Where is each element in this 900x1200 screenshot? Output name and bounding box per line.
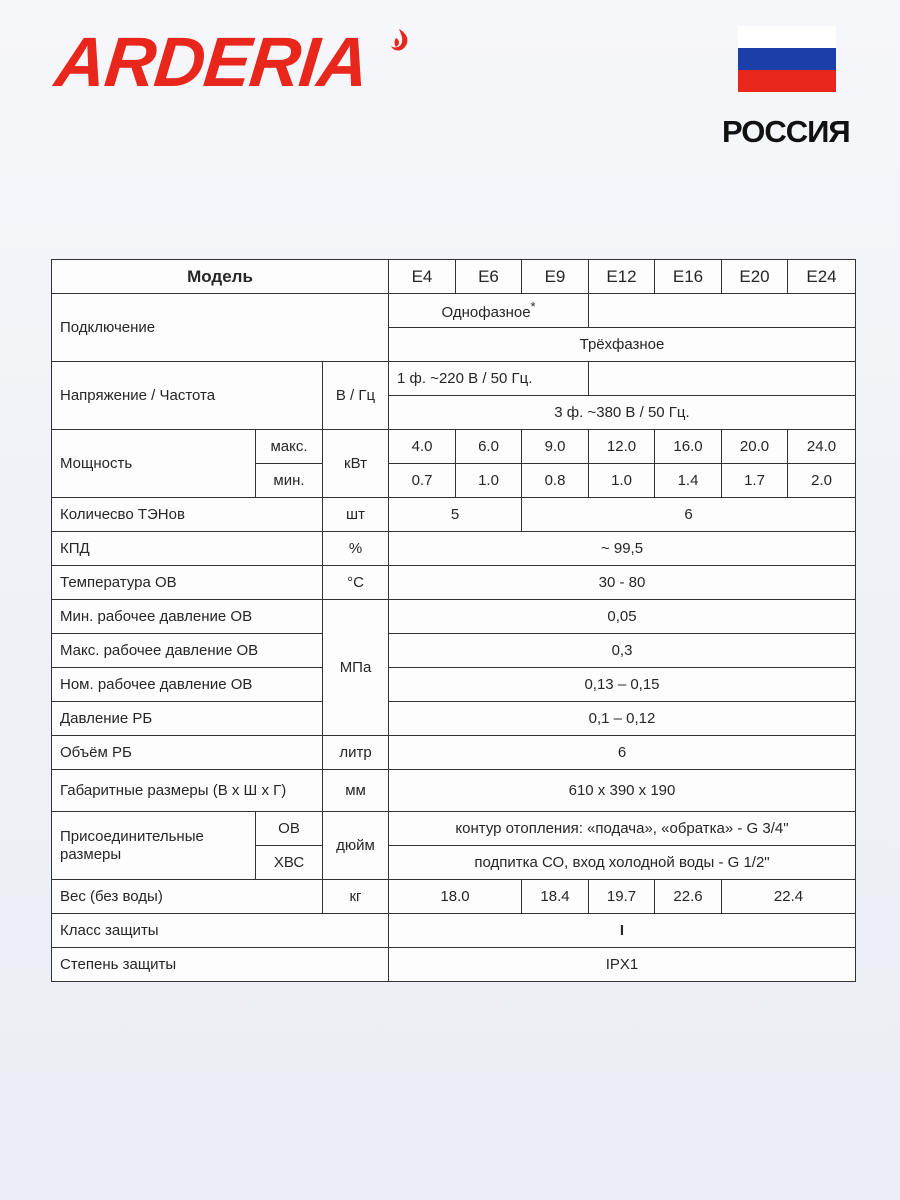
power-min-value: 1.0 [589,464,655,498]
protection-degree-value: IPX1 [389,948,856,982]
table-row [52,498,856,532]
brand-logo [52,20,422,102]
connection-three-phase: Трёхфазное [389,328,856,362]
dimensions-unit: мм [323,770,389,812]
flame-icon [382,26,416,60]
single-phase-text: Однофазное [441,304,531,321]
pressure-unit: МПа [323,600,389,736]
tank-pressure-label: Давление РБ [52,702,323,736]
table-row [52,880,856,914]
weight-value: 18.4 [522,880,589,914]
efficiency-unit: % [323,532,389,566]
power-min-value: 0.8 [522,464,589,498]
connections-ov-label: ОВ [256,812,323,846]
table-row [52,532,856,566]
model-header: Модель [52,260,389,294]
weight-label: Вес (без воды) [52,880,323,914]
tank-volume-unit: литр [323,736,389,770]
weight-value: 19.7 [589,880,655,914]
voltage-three: 3 ф. ~380 В / 50 Гц. [389,396,856,430]
power-max-value: 20.0 [722,430,788,464]
power-min-value: 1.7 [722,464,788,498]
spec-table [51,259,856,982]
power-min-label: мин. [256,464,323,498]
table-row [52,668,856,702]
pressure-min-value: 0,05 [389,600,856,634]
table-row [52,600,856,634]
heaters-value: 6 [522,498,856,532]
flag-stripe-red [738,70,836,92]
power-min-value: 1.4 [655,464,722,498]
table-row [52,294,856,328]
model-cell: E20 [722,260,788,294]
temperature-value: 30 - 80 [389,566,856,600]
pressure-max-label: Макс. рабочее давление ОВ [52,634,323,668]
table-row [52,634,856,668]
table-row [52,566,856,600]
connections-hvs-label: ХВС [256,846,323,880]
flag-stripe-white [738,26,836,48]
power-max-value: 12.0 [589,430,655,464]
model-cell: E6 [456,260,522,294]
connection-label: Подключение [52,294,389,362]
russia-flag [738,26,836,92]
connections-ov-value: контур отопления: «подача», «обратка» - G 3/4" [389,812,856,846]
table-row [52,914,856,948]
connections-label: Присоединительные размеры [52,812,256,880]
efficiency-value: ~ 99,5 [389,532,856,566]
heaters-value: 5 [389,498,522,532]
power-max-value: 6.0 [456,430,522,464]
pressure-nom-label: Ном. рабочее давление ОВ [52,668,323,702]
weight-value: 18.0 [389,880,522,914]
protection-class-label: Класс защиты [52,914,389,948]
voltage-label: Напряжение / Частота [52,362,323,430]
tank-volume-label: Объём РБ [52,736,323,770]
pressure-max-value: 0,3 [389,634,856,668]
model-cell: E24 [788,260,856,294]
efficiency-label: КПД [52,532,323,566]
table-row [52,948,856,982]
power-min-value: 0.7 [389,464,456,498]
table-row [52,702,856,736]
country-name: РОССИЯ [722,114,850,149]
connections-unit: дюйм [323,812,389,880]
model-cell: E9 [522,260,589,294]
model-cell: E12 [589,260,655,294]
weight-unit: кг [323,880,389,914]
pressure-min-label: Мин. рабочее давление ОВ [52,600,323,634]
power-max-value: 16.0 [655,430,722,464]
weight-value: 22.4 [722,880,856,914]
dimensions-label: Габаритные размеры (В х Ш х Г) [52,770,323,812]
table-row [52,430,856,464]
flag-stripe-blue [738,48,836,70]
power-max-value: 9.0 [522,430,589,464]
empty-cell [589,294,856,328]
pressure-nom-value: 0,13 – 0,15 [389,668,856,702]
brand-logo-text: ARDERIA [51,23,372,101]
power-label: Мощность [52,430,256,498]
power-max-value: 24.0 [788,430,856,464]
temperature-unit: °С [323,566,389,600]
power-max-label: макс. [256,430,323,464]
table-row [52,260,856,294]
table-row [52,736,856,770]
tank-volume-value: 6 [389,736,856,770]
protection-class-value: I [389,914,856,948]
footnote-mark: * [530,300,536,314]
power-min-value: 2.0 [788,464,856,498]
connections-hvs-value: подпитка СО, вход холодной воды - G 1/2" [389,846,856,880]
heaters-label: Количесво ТЭНов [52,498,323,532]
protection-degree-label: Степень защиты [52,948,389,982]
tank-pressure-value: 0,1 – 0,12 [389,702,856,736]
table-row [52,770,856,812]
model-cell: E4 [389,260,456,294]
model-cell: E16 [655,260,722,294]
voltage-unit: В / Гц [323,362,389,430]
temperature-label: Температура ОВ [52,566,323,600]
power-unit: кВт [323,430,389,498]
weight-value: 22.6 [655,880,722,914]
table-row [52,812,856,846]
power-min-value: 1.0 [456,464,522,498]
table-row [52,362,856,396]
heaters-unit: шт [323,498,389,532]
voltage-single: 1 ф. ~220 В / 50 Гц. [389,362,589,396]
connection-single-phase [389,294,589,328]
power-max-value: 4.0 [389,430,456,464]
empty-cell [589,362,856,396]
dimensions-value: 610 х 390 х 190 [389,770,856,812]
